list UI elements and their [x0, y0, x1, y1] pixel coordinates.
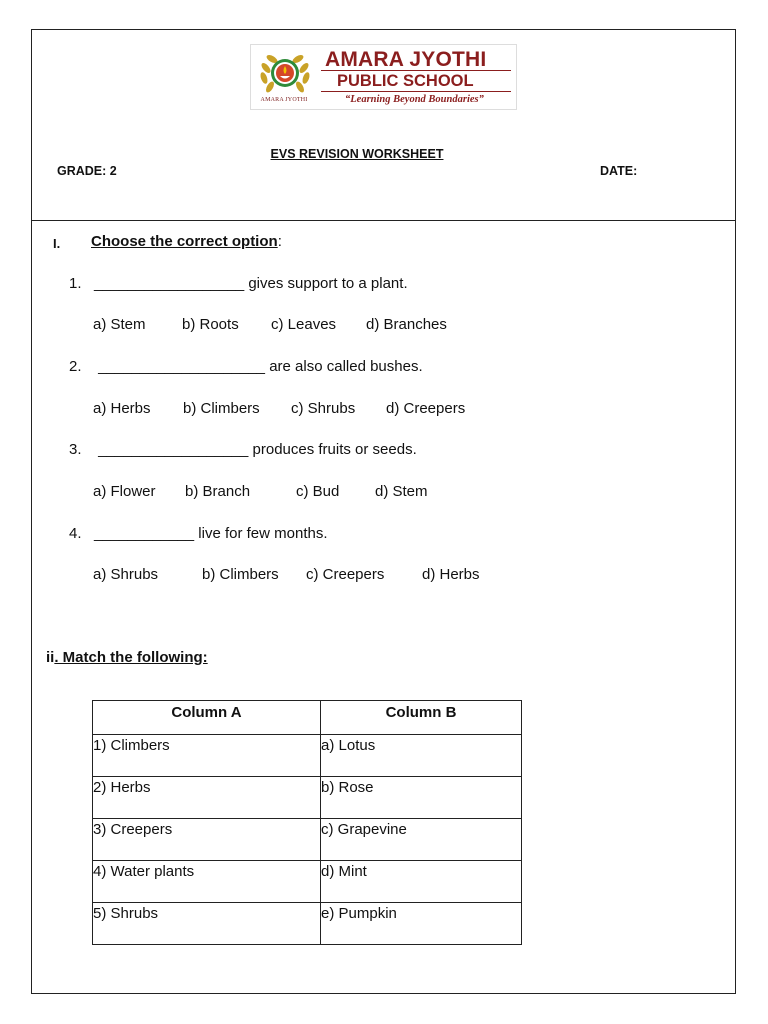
option: b) Roots [182, 316, 239, 333]
table-cell: 4) Water plants [93, 861, 321, 903]
logo-divider [321, 91, 511, 92]
worksheet-title: EVS REVISION WORKSHEET [270, 147, 444, 161]
table-cell: 3) Creepers [93, 819, 321, 861]
section-title: Choose the correct option: [91, 233, 282, 250]
option: a) Herbs [93, 400, 151, 417]
laurel-emblem-icon [256, 48, 314, 96]
option: a) Flower [93, 483, 156, 500]
date-label: DATE: [600, 164, 638, 178]
table-cell: e) Pumpkin [321, 903, 522, 945]
option: a) Stem [93, 316, 146, 333]
option: b) Branch [185, 483, 251, 500]
header-divider [31, 220, 736, 221]
table-row [93, 819, 522, 861]
table-cell: 2) Herbs [93, 777, 321, 819]
option: c) Bud [296, 483, 340, 500]
question-2: 2. ____________________ are also called bushes. [69, 358, 423, 375]
school-subtitle: PUBLIC SCHOOL [337, 72, 474, 90]
option: d) Branches [366, 316, 447, 333]
question-4: 4. ____________ live for few months. [69, 525, 328, 542]
table-cell: 5) Shrubs [93, 903, 321, 945]
column-header: Column A [93, 701, 321, 735]
table-cell: d) Mint [321, 861, 522, 903]
option: d) Creepers [386, 400, 466, 417]
table-row [93, 903, 522, 945]
match-table [92, 700, 522, 945]
question-3: 3. __________________ produces fruits or seeds. [69, 441, 417, 458]
table-row [93, 777, 522, 819]
column-header: Column B [321, 701, 522, 735]
option: c) Shrubs [291, 400, 356, 417]
table-row [93, 735, 522, 777]
logo-divider [321, 70, 511, 71]
question-1: 1. __________________ gives support to a plant. [69, 275, 408, 292]
option: b) Climbers [183, 400, 260, 417]
grade-label: GRADE: 2 [57, 164, 117, 178]
school-name: AMARA JYOTHI [325, 48, 487, 71]
emblem-caption: AMARA JYOTHI [260, 97, 308, 103]
option: c) Leaves [271, 316, 337, 333]
table-cell: b) Rose [321, 777, 522, 819]
table-row [93, 861, 522, 903]
option: c) Creepers [306, 566, 385, 583]
section-2-title: ii. Match the following: [46, 649, 208, 666]
school-logo [250, 44, 517, 110]
option: d) Herbs [422, 566, 480, 583]
school-tagline: “Learning Beyond Boundaries” [345, 94, 484, 105]
table-cell: 1) Climbers [93, 735, 321, 777]
section-number: I. [53, 236, 61, 251]
option: b) Climbers [202, 566, 279, 583]
table-header-row [93, 701, 522, 735]
table-cell: a) Lotus [321, 735, 522, 777]
option: d) Stem [375, 483, 428, 500]
table-cell: c) Grapevine [321, 819, 522, 861]
option: a) Shrubs [93, 566, 159, 583]
